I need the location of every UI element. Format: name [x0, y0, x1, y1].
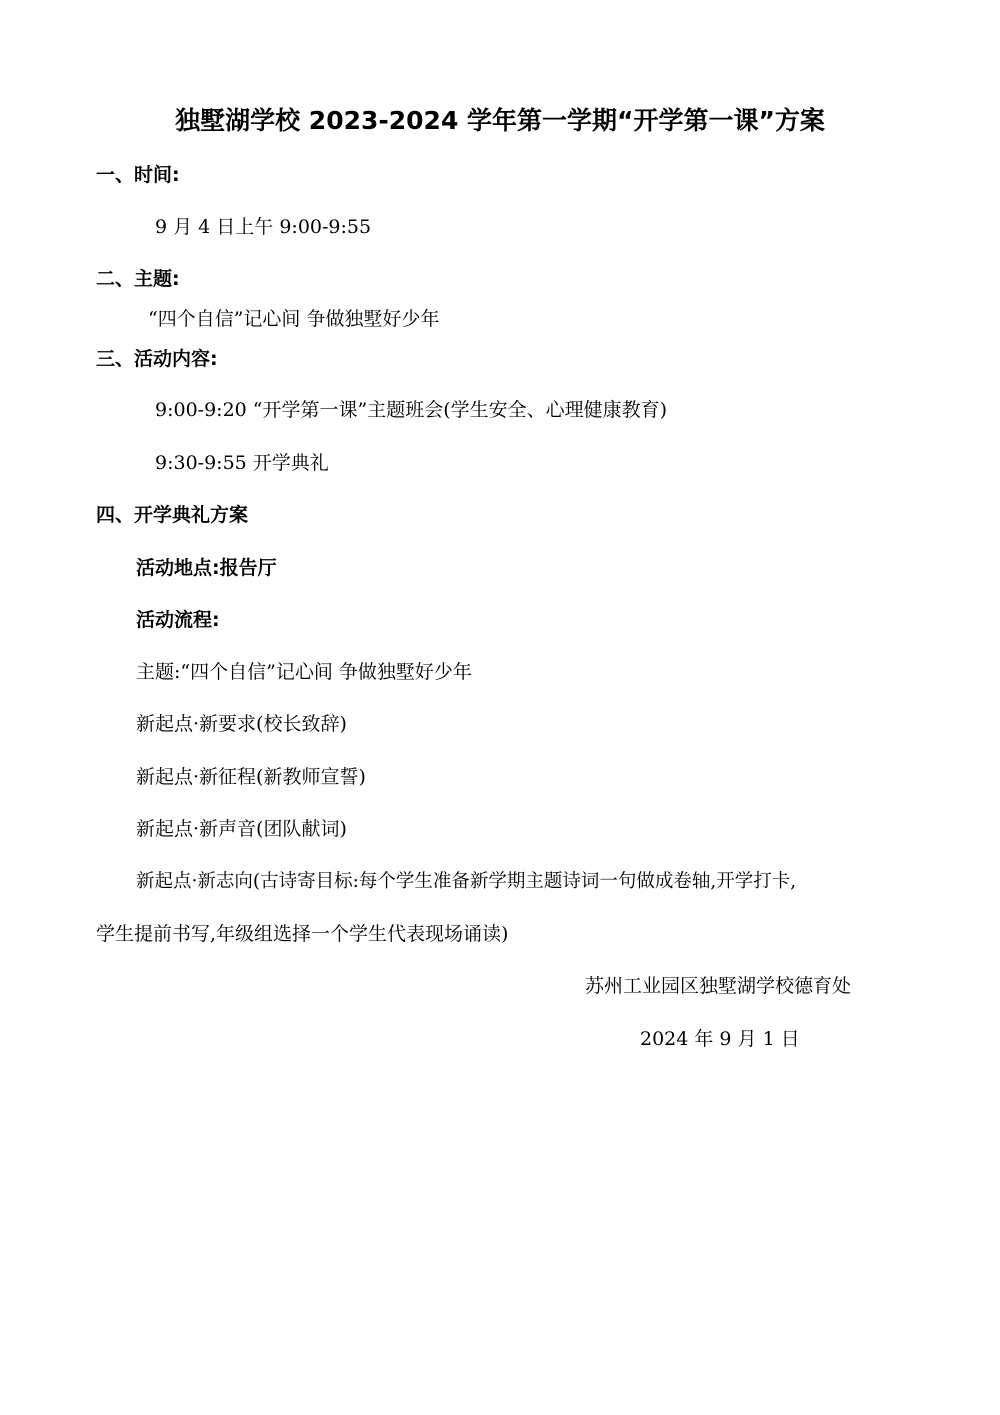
- section-time-content: 9 月 4 日上午 9:00-9:55: [155, 216, 372, 238]
- section-theme-content: “四个自信”记心间 争做独墅好少年: [148, 308, 440, 330]
- ceremony-step-4: 新起点·新志向(古诗寄目标:每个学生准备新学期主题诗词一句做成卷轴,开学打卡,: [136, 871, 797, 892]
- section-theme-heading: 二、主题:: [96, 268, 180, 290]
- ceremony-process-label: 活动流程:: [136, 609, 220, 631]
- activity-item-1: 9:00-9:20 “开学第一课”主题班会(学生安全、心理健康教育): [155, 399, 668, 421]
- signature-date: 2024 年 9 月 1 日: [640, 1028, 800, 1050]
- ceremony-step-3: 新起点·新声音(团队献词): [136, 818, 347, 840]
- section-time-heading: 一、时间:: [96, 164, 180, 186]
- document-title: 独墅湖学校 2023-2024 学年第一学期“开学第一课”方案: [175, 106, 825, 135]
- ceremony-step-2: 新起点·新征程(新教师宣誓): [136, 766, 366, 788]
- ceremony-step-4-continued: 学生提前书写,年级组选择一个学生代表现场诵读): [96, 923, 509, 945]
- ceremony-step-1: 新起点·新要求(校长致辞): [136, 713, 347, 735]
- section-ceremony-heading: 四、开学典礼方案: [96, 504, 249, 526]
- ceremony-theme: 主题:“四个自信”记心间 争做独墅好少年: [136, 661, 472, 683]
- ceremony-location: 活动地点:报告厅: [136, 557, 277, 579]
- section-activities-heading: 三、活动内容:: [96, 348, 218, 370]
- signature-organization: 苏州工业园区独墅湖学校德育处: [585, 975, 852, 997]
- activity-item-2: 9:30-9:55 开学典礼: [155, 452, 329, 474]
